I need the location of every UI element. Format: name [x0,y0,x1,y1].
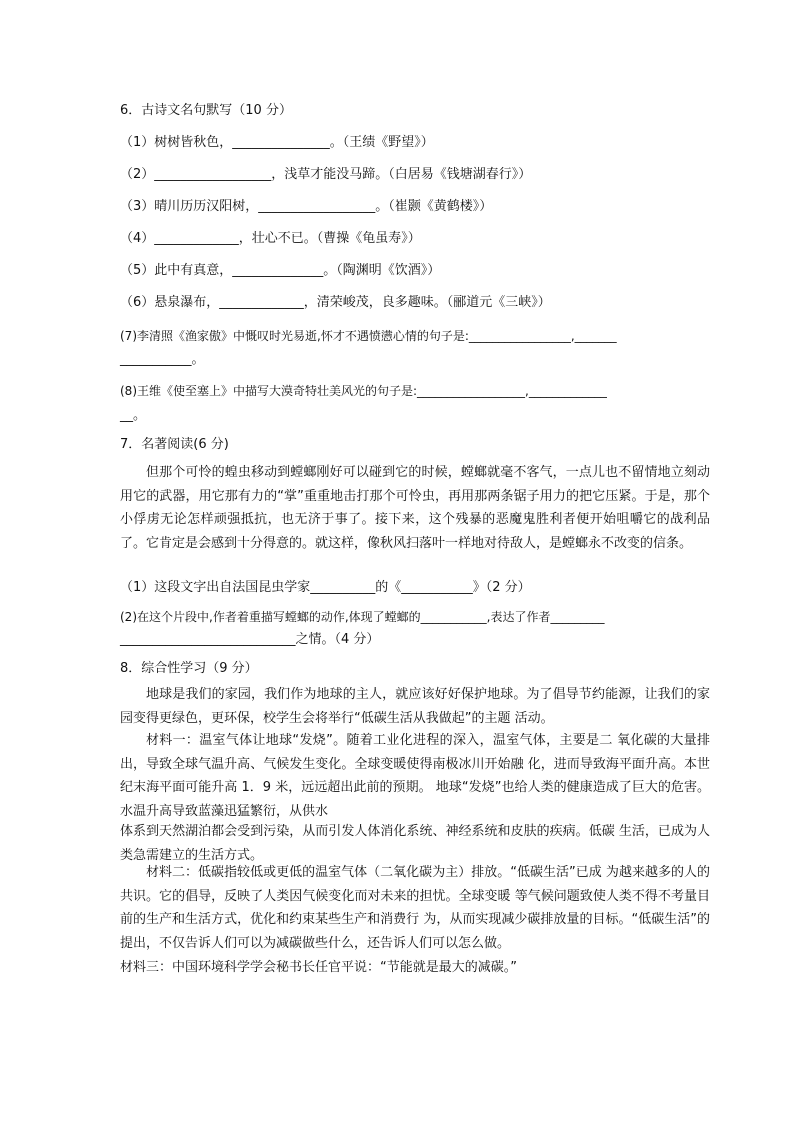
q8-material-1: 材料一：温室气体让地球“发烧”。随着工业化进程的深入，温室气体，主要是二 氧化碳的大量排出，导致全球气温升高、气候发生变化。全球变暖使得南极冰川开始融 化，进而导致海平面升高。本世纪末海平面可能升高 1．9 米，远远超出此前的预期。 地球“发烧”也给人类的健康造成了巨大的危害。水温升高导致蓝藻迅猛繁衍，从供水 [120,733,710,819]
q7-passage: 但那个可怜的蝗虫移动到螳螂刚好可以碰到它的时候，螳螂就毫不客气，一点儿也不留情地立刻动用它的武器，用它那有力的“掌”重重地击打那个可怜虫，再用那两条锯子用力的把它压紧。于是，那个小俘虏无论怎样顽强抵抗，也无济于事了。接下来，这个残暴的恶魔鬼胜利者便开始咀嚼它的战利品了。它肯定是会感到十分得意的。就这样，像秋风扫落叶一样地对待敌人，是螳螂永不改变的信条。 [120,465,710,551]
q6-item-1: （1）树树皆秋色，_______________。（王绩《野望》） [120,135,434,150]
q6-item-7-line1: (7)李清照《渔家傲》中慨叹时光易逝,怀才不遇愤懑心情的句子是:_________________,_______ [120,329,617,343]
q6-title: 6．古诗文名句默写（10 分） [120,103,292,118]
q6-item-5: （5）此中有真意，______________。（陶渊明《饮酒》） [120,263,441,278]
q6-item-4: （4）_____________，壮心不已。（曹操《龟虽寿》） [120,231,421,246]
q6-item-6: （6）悬泉瀑布，_____________，清荣峻茂，良多趣味。（郦道元《三峡》） [120,295,551,310]
q6-item-2: （2）__________________，浅草才能没马蹄。（白居易《钱塘湖春行》） [120,167,532,182]
q8-title: 8．综合性学习（9 分） [120,661,258,676]
q7-sub-2-line1: (2)在这个片段中,作者着重描写螳螂的动作,体现了螳螂的___________,表达了作者_________ [120,610,605,624]
q8-material-2: 材料二：低碳指较低或更低的温室气体（二氧化碳为主）排放。“低碳生活”已成 为越来越多的人的共识。它的倡导，反映了人类因气候变化而对未来的担忧。全球变暖 等气候问题致使人类不得不考量目前的生产和生活方式，优化和约束某些生产和消费行 为，从而实现减少碳排放量的目标。“低碳生活”的提出，不仅告诉人们可以为减碳做些什么，还告诉人们可以怎么做。 [120,865,710,951]
q6-item-3: （3）晴川历历汉阳树，__________________。（崔颢《黄鹤楼》） [120,199,493,214]
q6-item-8-line2: __。 [120,408,147,423]
q7-title: 7．名著阅读(6 分) [120,437,229,452]
q8-intro: 地球是我们的家园，我们作为地球的主人，就应该好好保护地球。为了倡导节约能源，让我们的家园变得更绿色，更环保，校学生会将举行“低碳生活从我做起”的主题 活动。 [120,687,710,726]
q7-sub-2-line2: ___________________________之情。（4 分） [120,632,380,647]
q8-material-3: 材料三：中国环境科学学会秘书长任官平说：“节能就是最大的减碳。” [120,960,517,975]
q6-item-7-line2: ___________。 [120,352,205,367]
q6-item-8-line1: (8)王维《使至塞上》中描写大漠奇特壮美风光的句子是:__________________,_____________ [120,384,607,398]
q7-sub-1: （1）这段文字出自法国昆虫学家__________的《___________》（2 分） [120,580,531,595]
q8-material-1-continued: 体系到天然湖泊都会受到污染，从而引发人体消化系统、神经系统和皮肤的疾病。低碳 生活，已成为人类急需建立的生活方式。 [120,824,710,863]
